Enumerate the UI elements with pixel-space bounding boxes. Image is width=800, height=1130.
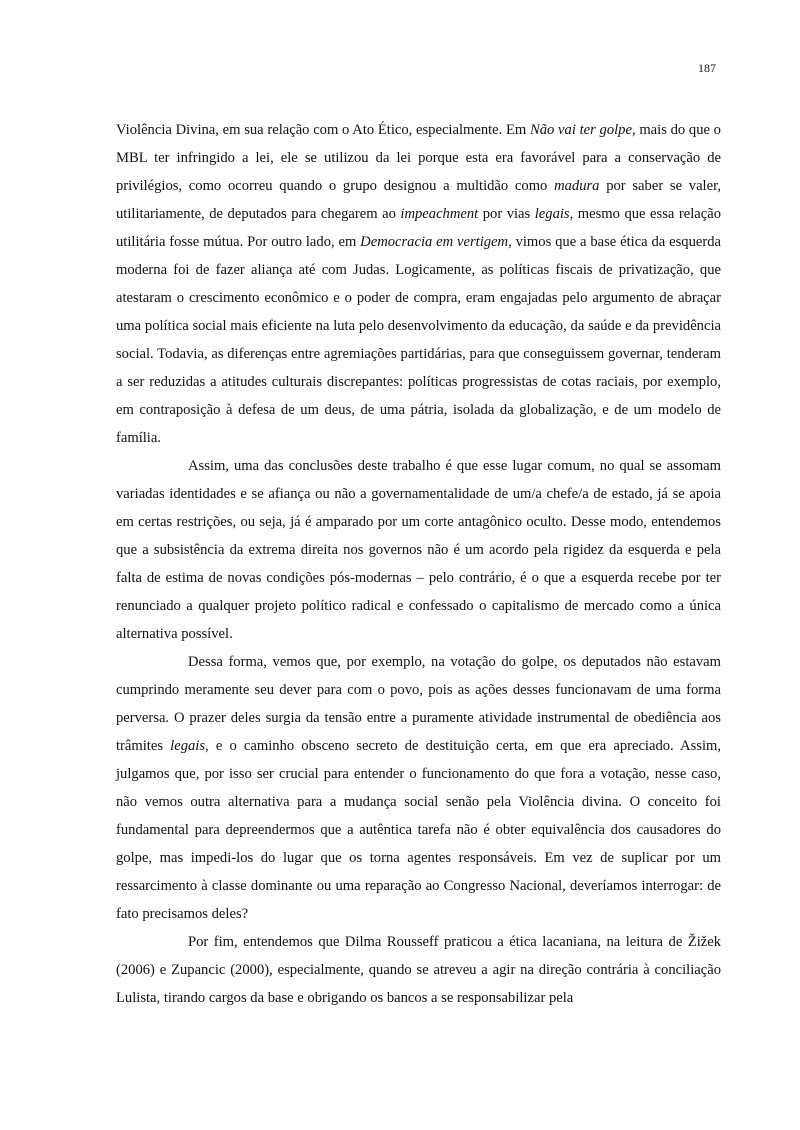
text-segment: por vias [478,206,535,222]
paragraph [116,116,721,452]
text-segment: Violência Divina, em sua relação com o Ato Ético, especialmente. Em [116,122,531,138]
italic-text: legais [170,738,206,754]
text-segment: , e o caminho obsceno secreto de destituição certa, em que era apreciado. Assim, julgamos que, por isso ser crucial para entender o funcionamento do que fora a votação, nesse caso, não vemos outra alternativa para a mudança social senão pela Violência divina. O conceito foi fundamental para depreendermos que a autêntica tarefa não é obter equivalência dos causadores do golpe, mas impedi-los do lugar que os torna agentes responsáveis. Em vez de suplicar por um ressarcimento à classe dominante ou uma reparação ao Congresso Nacional, deveríamos interrogar: de fato precisamos deles? [116,738,721,922]
italic-text: impeachment [400,206,479,222]
italic-text: Democracia em vertigem [360,234,509,250]
paragraph [116,452,721,648]
text-segment: , mesmo que essa relação utilitária fosse mútua. Por outro lado, em [116,206,721,250]
text-segment: Dessa forma, vemos que, por exemplo, na votação do golpe, os deputados não estavam cumprindo meramente seu dever para com o povo, pois as ações desses funcionavam de uma forma perversa. O prazer deles surgia da tensão entre a puramente atividade instrumental de obediência aos trâmites [116,654,721,754]
paragraph [116,648,721,928]
italic-text: legais [534,206,570,222]
text-segment: Por fim, entendemos que Dilma Rousseff praticou a ética lacaniana, na leitura de Žižek (2006) e Zupancic (2000), especialmente, quando se atreveu a agir na direção contrária à conciliação Lulista, tirando cargos da base e obrigando os bancos a se responsabilizar pela [116,934,721,1006]
text-segment: Assim, uma das conclusões deste trabalho é que esse lugar comum, no qual se assomam variadas identidades e se afiança ou não a governamentalidade de um/a chefe/a de estado, já se apoia em certas restrições, ou seja, já é amparado por um corte antagônico oculto. Desse modo, entendemos que a subsistência da extrema direita nos governos não é um acordo pela rigidez da esquerda e pela falta de estima de novas condições pós-modernas – pelo contrário, é o que a esquerda recebe por ter renunciado a qualquer projeto político radical e confessado o capitalismo de mercado como a única alternativa possível. [116,458,721,642]
paragraph [116,928,721,1012]
text-segment: , vimos que a base ética da esquerda moderna foi de fazer aliança até com Judas. Logicamente, as políticas fiscais de privatização, que atestaram o crescimento econômico e o poder de compra, eram engajadas pelo argumento de abraçar uma política social mais eficiente na luta pelo desenvolvimento da educação, da saúde e da previdência social. Todavia, as diferenças entre agremiações partidárias, para que conseguissem governar, tenderam a ser reduzidas a atitudes culturais discrepantes: políticas progressistas de cotas raciais, por exemplo, em contraposição à defesa de um deus, de uma pátria, isolada da globalização, e de um modelo de família. [116,234,721,446]
italic-text: madura [554,178,600,194]
body-text [116,116,721,1012]
page-number: 187 [698,61,716,75]
italic-text: Não vai ter golpe [530,122,632,138]
text-segment: , mais do que o MBL ter infringido a lei, ele se utilizou da lei porque esta era favorável para a conservação de privilégios, como ocorreu quando o grupo designou a multidão como [116,122,721,194]
text-segment: por saber se valer, utilitariamente, de deputados para chegarem ao [116,178,722,222]
